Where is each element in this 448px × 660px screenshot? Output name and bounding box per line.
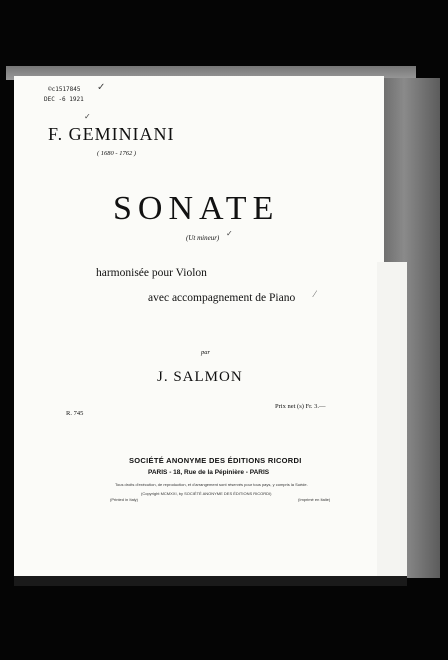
composer-dates: ( 1680 - 1762 ) — [97, 150, 136, 157]
arrangement-line: harmonisée pour Violon — [96, 267, 207, 279]
pencil-check-mark: ✓ — [97, 82, 106, 93]
printed-in-italy: (Printed in Italy) — [110, 497, 139, 502]
rights-notice: Tous droits d'exécution, de reproduction, et d'arrangement sont réservés pour tous pays, y compris la Suède. — [115, 482, 308, 487]
by-label: par — [201, 349, 211, 356]
publisher-name: SOCIÉTÉ ANONYME DES ÉDITIONS RICORDI — [129, 456, 302, 465]
price: Prix net (s) Fr. 3.— — [275, 403, 326, 410]
imprime-en-italie: (Imprimé en Italie) — [298, 497, 331, 502]
page-shadow — [14, 576, 407, 586]
composer-name: F. GEMINIANI — [48, 124, 175, 144]
work-title: SONATE — [113, 190, 280, 227]
work-key: (Ut mineur) — [186, 234, 220, 242]
pencil-check-mark: ⁄ — [314, 289, 316, 299]
cover-page-flap — [377, 262, 407, 578]
publisher-address: PARIS - 18, Rue de la Pépinière - PARIS — [148, 469, 270, 476]
arranger-name: J. SALMON — [157, 369, 243, 385]
catalog-number: R. 745 — [66, 410, 84, 417]
accompaniment-line: avec accompagnement de Piano — [148, 292, 296, 304]
pencil-check-mark: ✓ — [226, 229, 233, 238]
copyright-stamp-number: ©c1517845 — [48, 86, 81, 93]
copyright-notice: (Copyright MCMXXI, by SOCIÉTÉ ANONYME DES ÉDITIONS RICORDI) — [141, 491, 272, 496]
pencil-check-mark: ✓ — [84, 112, 91, 121]
copyright-stamp-date: DEC -6 1921 — [44, 96, 84, 103]
